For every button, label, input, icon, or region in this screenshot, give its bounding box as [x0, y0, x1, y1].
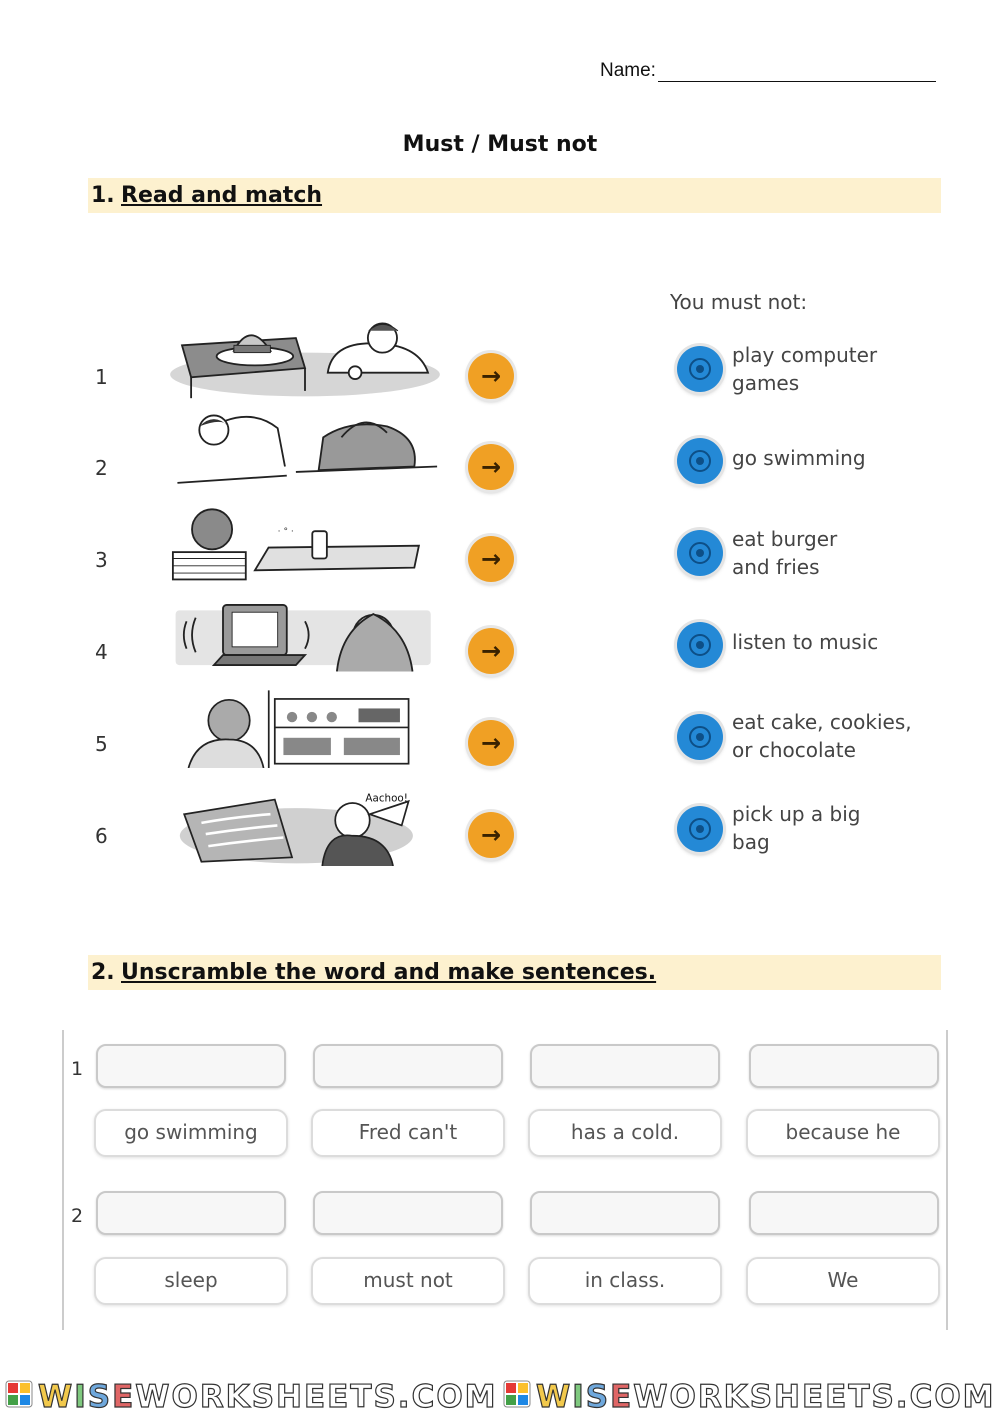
svg-text:· ° ·: · ° ·: [277, 526, 294, 537]
section-2-header: [88, 955, 941, 990]
option-text-2: go swimming: [732, 446, 866, 470]
answer-slot-1-4[interactable]: [749, 1044, 939, 1088]
answer-slot-2-4[interactable]: [749, 1191, 939, 1235]
word-tile[interactable]: go swimming: [94, 1109, 288, 1157]
row-number-4: 4: [95, 640, 108, 664]
wiseworksheets-logo-banner: [0, 1375, 1000, 1413]
answer-slot-2-2[interactable]: [313, 1191, 503, 1235]
match-target-button-4[interactable]: [677, 622, 723, 668]
answer-slot-1-1[interactable]: [96, 1044, 286, 1088]
arrow-right-icon: →: [480, 729, 502, 757]
arrow-right-icon: →: [480, 362, 502, 390]
match-target-button-3[interactable]: [677, 530, 723, 576]
match-target-button-6[interactable]: [677, 806, 723, 852]
answer-slot-2-3[interactable]: [530, 1191, 720, 1235]
arrow-right-icon: →: [480, 637, 502, 665]
option-text-5: eat cake, cookies, or chocolate: [732, 710, 912, 762]
row-number-2: 2: [95, 456, 108, 480]
section-1-instruction: Read and match: [121, 183, 323, 208]
picture-pool-and-sneeze: [155, 784, 455, 866]
option-text-6: pick up a big bag: [732, 802, 861, 854]
picture-girl-and-cakes: [155, 686, 455, 768]
match-arrow-button-5[interactable]: [468, 720, 514, 766]
match-arrow-button-4[interactable]: [468, 628, 514, 674]
option-text-1: play computer games: [732, 343, 878, 395]
section-2-number: 2.: [91, 960, 115, 985]
arrow-right-icon: →: [480, 821, 502, 849]
picture-boy-and-phone: [155, 502, 455, 584]
arrow-right-icon: →: [480, 545, 502, 573]
word-tile[interactable]: in class.: [528, 1257, 722, 1305]
match-arrow-button-2[interactable]: [468, 444, 514, 490]
row-number-1: 1: [95, 365, 108, 389]
sentence-number-1: 1: [71, 1058, 84, 1080]
row-number-5: 5: [95, 732, 108, 756]
svg-text:WISEWORKSHEETS.COM: WISEWORKSHEETS.COM: [38, 1379, 498, 1413]
picture-girl-lifting-bag: [155, 410, 455, 492]
option-text-4: listen to music: [732, 630, 879, 654]
page-title: Must / Must not: [402, 132, 598, 157]
match-arrow-button-1[interactable]: [468, 353, 514, 399]
svg-text:WISEWORKSHEETS.COM: WISEWORKSHEETS.COM: [536, 1379, 996, 1413]
match-target-button-5[interactable]: [677, 714, 723, 760]
match-target-button-2[interactable]: [677, 438, 723, 484]
name-field: [600, 60, 936, 82]
arrow-right-icon: →: [480, 453, 502, 481]
match-arrow-button-3[interactable]: [468, 536, 514, 582]
picture-laptop-and-headache: [155, 594, 455, 676]
sneeze-sound-text: Aachoo!: [365, 792, 408, 805]
answer-slot-2-1[interactable]: [96, 1191, 286, 1235]
row-number-3: 3: [95, 548, 108, 572]
word-tile[interactable]: We: [746, 1257, 940, 1305]
word-tile[interactable]: sleep: [94, 1257, 288, 1305]
picture-burger-and-sick-boy: [155, 318, 455, 400]
word-tile[interactable]: Fred can't: [311, 1109, 505, 1157]
match-arrow-button-6[interactable]: [468, 812, 514, 858]
sentence-number-2: 2: [71, 1205, 84, 1227]
match-target-button-1[interactable]: [677, 346, 723, 392]
section-1-number: 1.: [91, 183, 115, 208]
answer-slot-1-3[interactable]: [530, 1044, 720, 1088]
options-heading: You must not:: [670, 290, 808, 314]
word-tile[interactable]: because he: [746, 1109, 940, 1157]
word-tile[interactable]: must not: [311, 1257, 505, 1305]
name-label: Name:: [600, 60, 656, 81]
name-blank-line: [658, 61, 936, 82]
answer-slot-1-2[interactable]: [313, 1044, 503, 1088]
section-2-instruction: Unscramble the word and make sentences.: [121, 960, 657, 985]
section-1-header: [88, 178, 941, 213]
option-text-3: eat burger and fries: [732, 527, 838, 579]
row-number-6: 6: [95, 824, 108, 848]
word-tile[interactable]: has a cold.: [528, 1109, 722, 1157]
